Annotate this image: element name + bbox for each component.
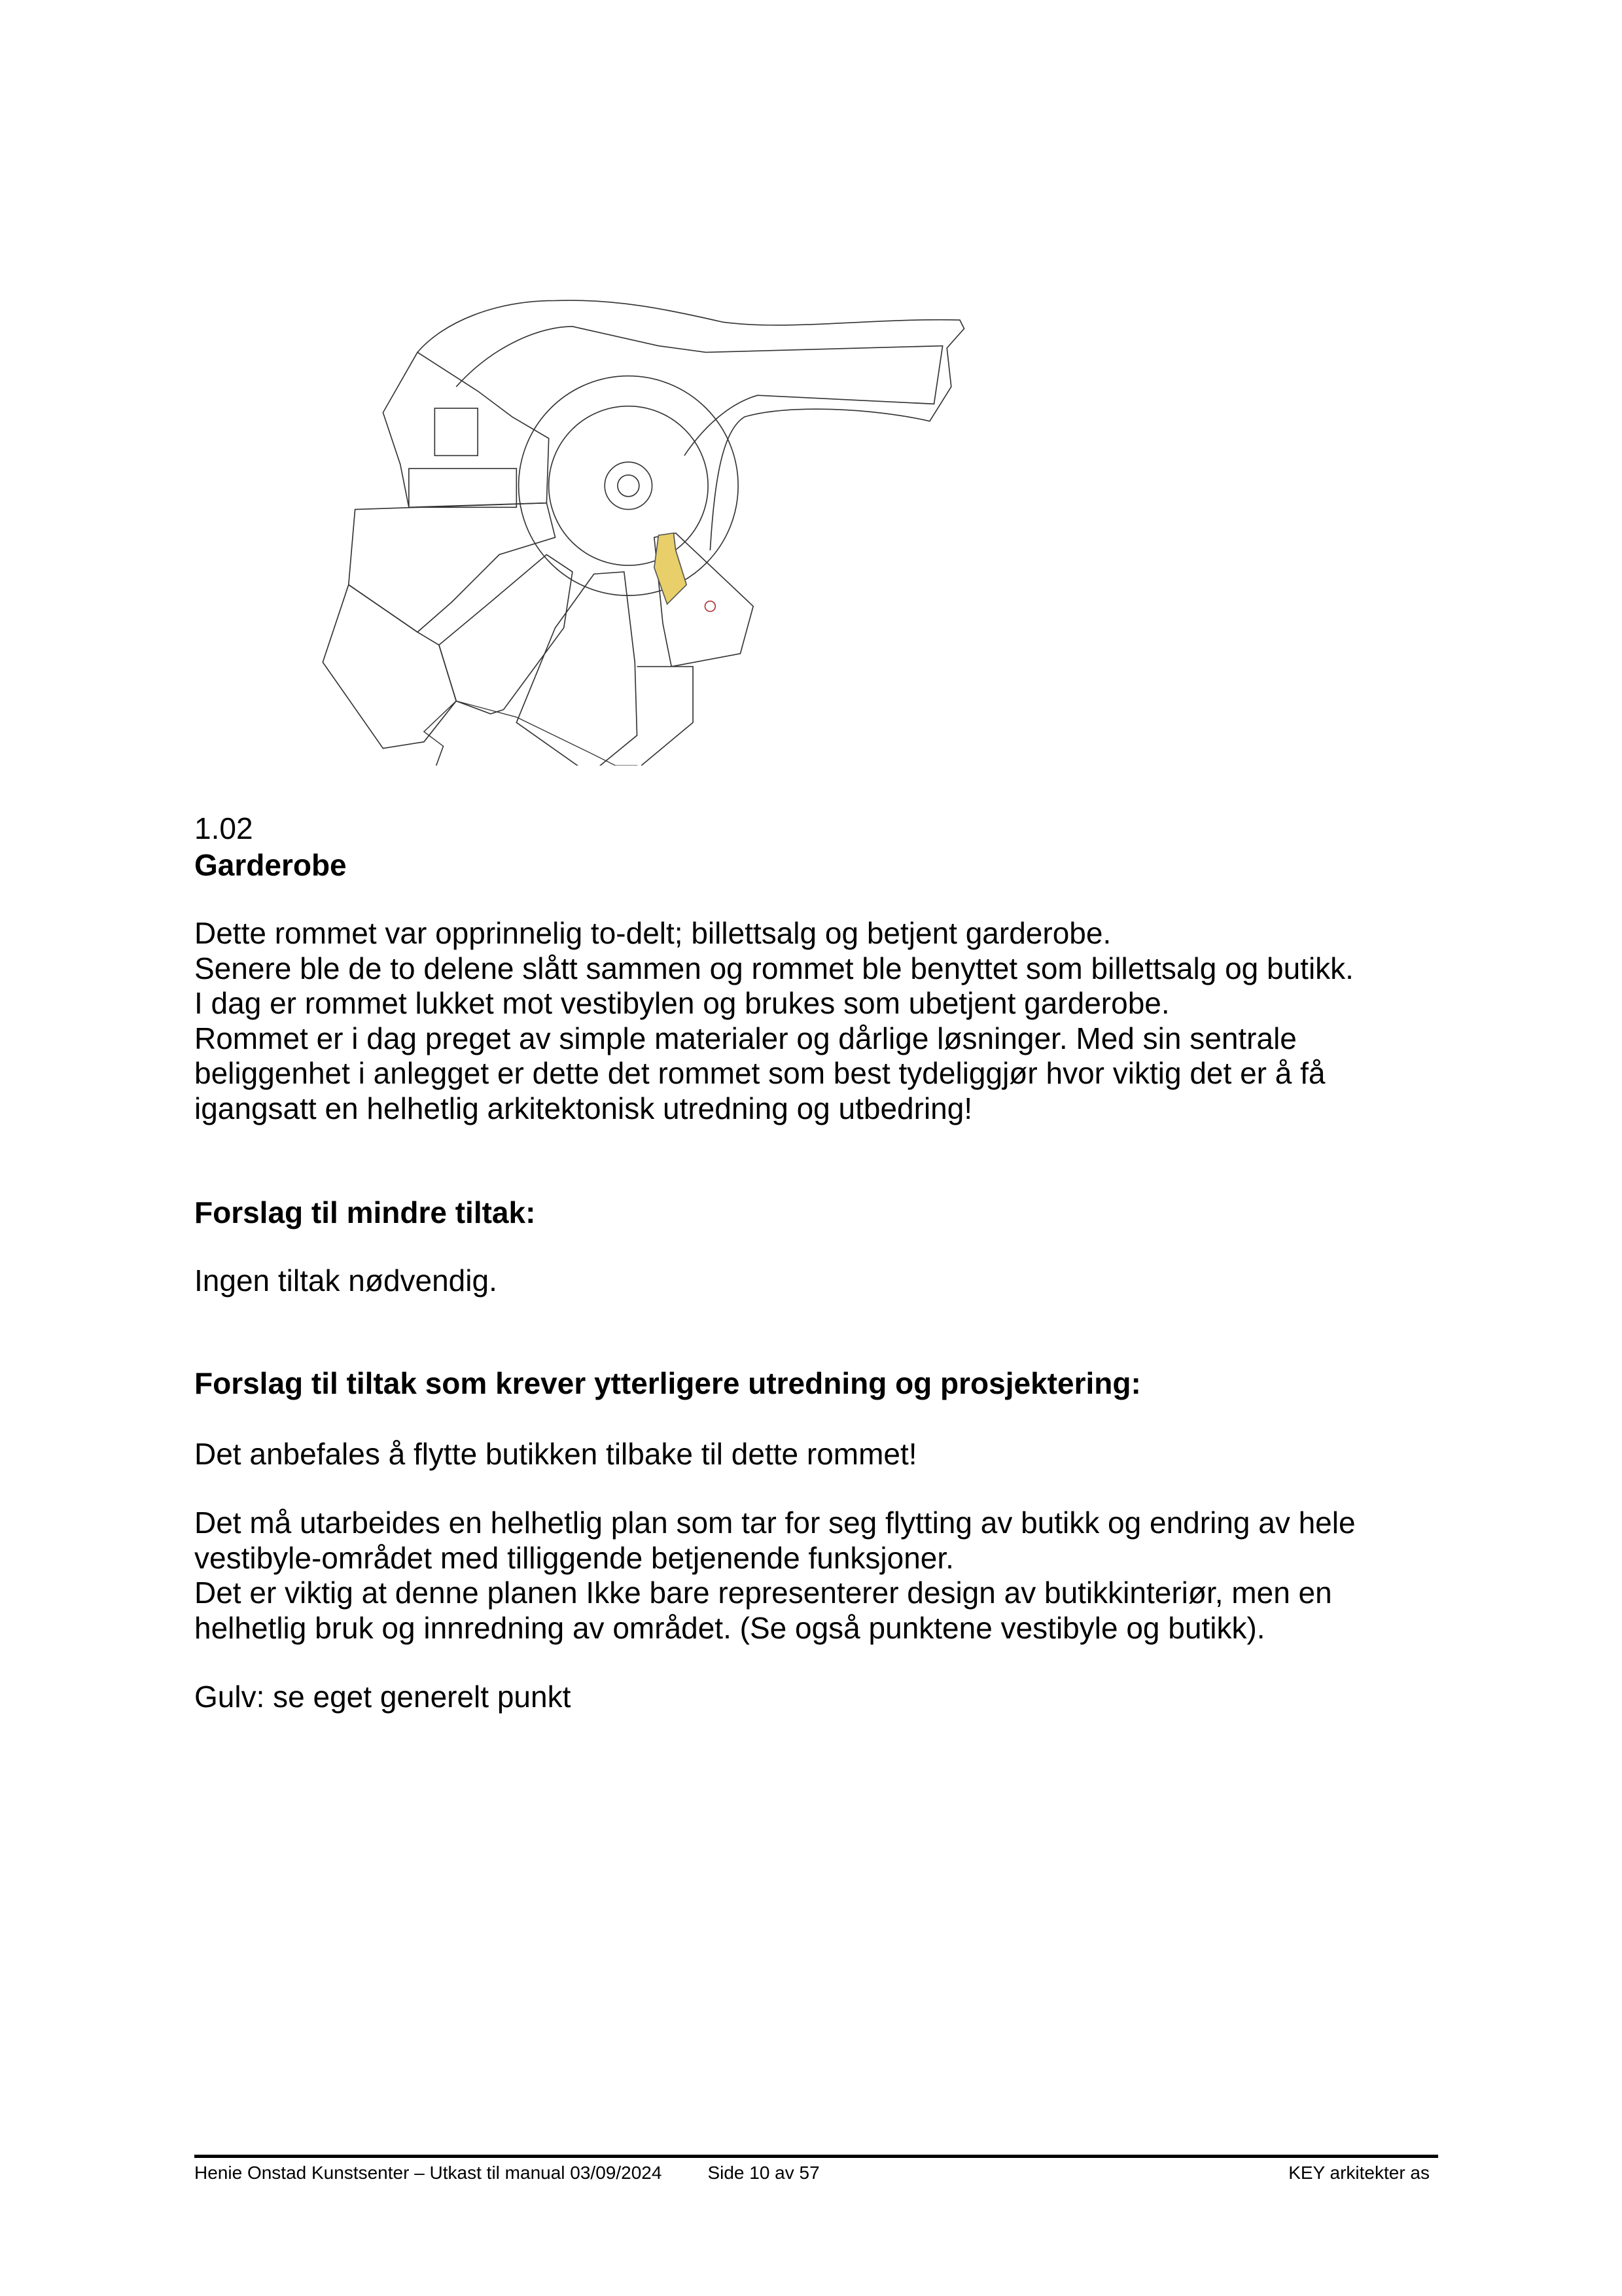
plan-paragraph bbox=[194, 1506, 1356, 1646]
minor-measures-text: Ingen tiltak nødvendig. bbox=[194, 1263, 497, 1298]
spiral-stair-core bbox=[618, 475, 639, 497]
floor-note: Gulv: se eget generelt punkt bbox=[194, 1680, 571, 1714]
gallery-southwest bbox=[323, 585, 456, 749]
page-footer bbox=[194, 2162, 1430, 2184]
section-number: 1.02 bbox=[194, 811, 253, 845]
spiral-stair-icon bbox=[605, 462, 652, 509]
text-line: Det må utarbeides en helhetlig plan som tar for seg flytting av butikk og endring av hele bbox=[194, 1506, 1356, 1540]
text-line: Rommet er i dag preget av simple materialer og dårlige løsninger. Med sin sentrale bbox=[194, 1021, 1297, 1055]
stair-marker-icon bbox=[705, 601, 716, 612]
footer-company: KEY arkitekter as bbox=[1288, 2163, 1430, 2183]
major-measures-heading: Forslag til tiltak som krever ytterligere utredning og prosjektering: bbox=[194, 1366, 1141, 1400]
text-line: vestibyle-området med tilliggende betjenende funksjoner. bbox=[194, 1540, 954, 1575]
text-line: igangsatt en helhetlig arkitektonisk utredning og utbedring! bbox=[194, 1091, 973, 1125]
gallery-1-08 bbox=[516, 572, 637, 766]
text-line: Dette rommet var opprinnelig to-delt; billettsalg og betjent garderobe. bbox=[194, 916, 1112, 950]
footer-document-title: Henie Onstad Kunstsenter – Utkast til manual 03/09/2024 bbox=[194, 2163, 662, 2183]
rotunda-outer bbox=[519, 376, 739, 596]
text-line: helhetlig bruk og innredning av området. (Se også punktene vestibyle og butikk). bbox=[194, 1610, 1265, 1645]
west-wing-rooms bbox=[383, 352, 548, 507]
east-corridor bbox=[637, 667, 694, 766]
recommendation-text: Det anbefales å flytte butikken tilbake til dette rommet! bbox=[194, 1437, 917, 1471]
garderobe-room-highlight bbox=[654, 533, 686, 605]
outer-terrace-outline bbox=[417, 300, 964, 550]
cafe-room bbox=[409, 408, 516, 507]
footer-page-number: Side 10 av 57 bbox=[707, 2163, 820, 2183]
minor-measures-heading: Forslag til mindre tiltak: bbox=[194, 1195, 536, 1229]
gallery-west-large bbox=[349, 503, 555, 632]
text-line: Det er viktig at denne planen Ikke bare representerer design av butikkinteriør, men en bbox=[194, 1576, 1332, 1610]
intro-paragraph bbox=[194, 916, 1354, 1127]
section-title: Garderobe bbox=[194, 848, 347, 882]
north-gallery-wall bbox=[456, 327, 942, 455]
floor-plan-image bbox=[314, 275, 981, 766]
text-line: I dag er rommet lukket mot vestibylen og brukes som ubetjent garderobe. bbox=[194, 986, 1170, 1021]
text-line: Senere ble de to delene slått sammen og rommet ble benyttet som billettsalg og butikk. bbox=[194, 951, 1354, 985]
text-line: beliggenhet i anlegget er dette det rommet som best tydeliggjør hvor viktig det er å få bbox=[194, 1056, 1326, 1091]
footer-divider bbox=[194, 2155, 1438, 2158]
